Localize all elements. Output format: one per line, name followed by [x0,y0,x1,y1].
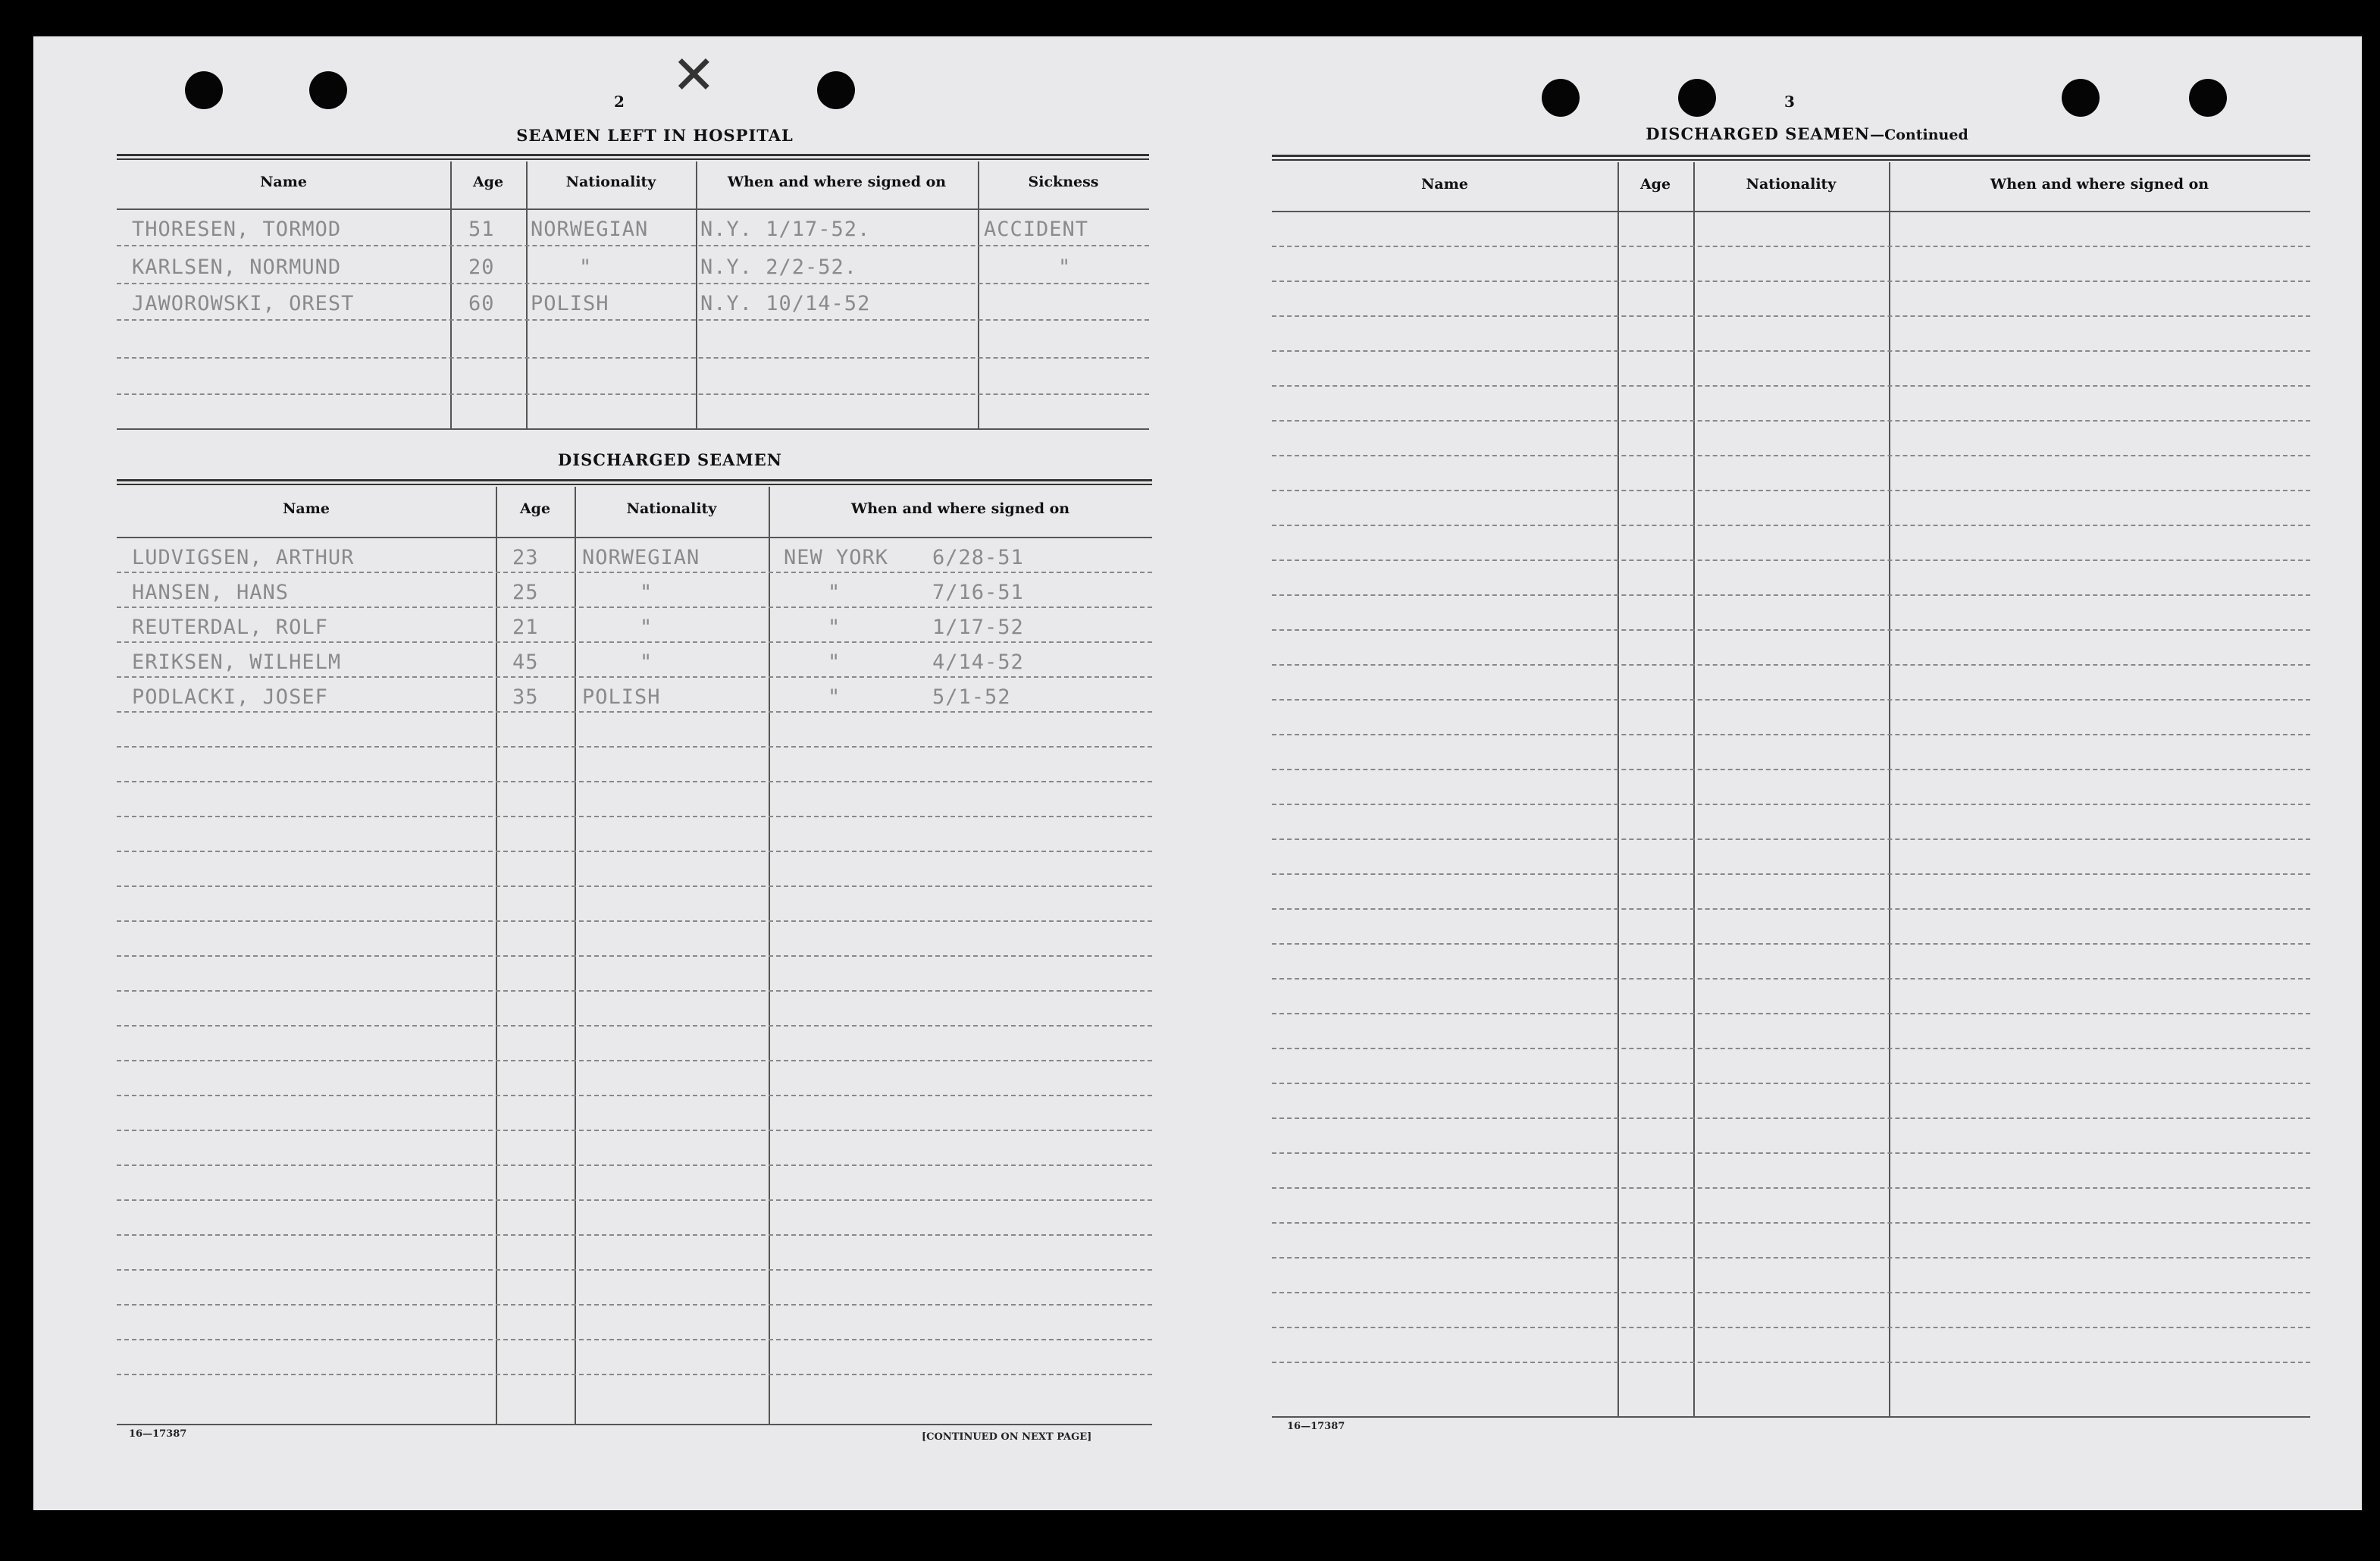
discharged-row-4-place: " [828,685,841,709]
hospital-header-age: Age [472,174,504,190]
discharged-row-0-place: NEW YORK [784,546,889,569]
hospital-header-nationality: Nationality [565,174,656,190]
punch-hole [309,71,347,109]
discharged-row-4-date: 5/1-52 [932,685,1011,709]
right-header-signed-on: When and where signed on [1990,176,2209,193]
discharged-continued-title-main: DISCHARGED SEAMEN [1646,124,1871,143]
discharged-row-3-nationality: " [640,650,653,674]
hospital-row-2-signed-on: N.Y. 10/14-52 [700,292,871,315]
discharged-row-0-date: 6/28-51 [932,546,1024,569]
hospital-row-0-nationality: NORWEGIAN [531,218,649,241]
handwritten-x-mark: ✕ [672,44,716,106]
form-number-left: 16—17387 [129,1428,187,1440]
hospital-row-0-signed-on: N.Y. 1/17-52. [700,218,871,241]
discharged-row-2-age: 21 [512,616,539,639]
punch-hole [2189,79,2227,117]
page-number-left: 2 [614,92,625,111]
discharged-row-0-age: 23 [512,546,539,569]
discharged-row-0-name: LUDVIGSEN, ARTHUR [132,546,355,569]
discharged-row-2-nationality: " [640,616,653,639]
punch-hole [2062,79,2100,117]
discharged-row-0-nationality: NORWEGIAN [582,546,700,569]
hospital-row-1-sickness: " [1058,255,1072,279]
right-header-name: Name [1421,176,1468,193]
hospital-row-2-nationality: POLISH [531,292,609,315]
discharged-row-4-name: PODLACKI, JOSEF [132,685,328,709]
hospital-row-2-age: 60 [468,292,495,315]
discharged-row-1-place: " [828,581,841,604]
hospital-row-1-age: 20 [468,255,495,279]
hospital-header-sickness: Sickness [1028,174,1099,190]
discharged-row-3-name: ERIKSEN, WILHELM [132,650,342,674]
discharged-row-4-age: 35 [512,685,539,709]
discharged-continued-title [1580,124,2034,143]
discharged-row-1-date: 7/16-51 [932,581,1024,604]
hospital-row-1-name: KARLSEN, NORMUND [132,255,342,279]
hospital-row-1-signed-on: N.Y. 2/2-52. [700,255,858,279]
discharged-row-3-age: 45 [512,650,539,674]
discharged-header-age: Age [519,500,551,517]
hospital-row-0-age: 51 [468,218,495,241]
discharged-row-1-name: HANSEN, HANS [132,581,290,604]
discharged-row-2-date: 1/17-52 [932,616,1024,639]
document-sheet [33,36,2362,1510]
hospital-row-0-name: THORESEN, TORMOD [132,218,342,241]
hospital-row-0-sickness: ACCIDENT [984,218,1089,241]
discharged-header-nationality: Nationality [626,500,717,517]
punch-hole [185,71,223,109]
discharged-row-3-place: " [828,650,841,674]
hospital-section-title: SEAMEN LEFT IN HOSPITAL [516,126,794,145]
discharged-table-left [117,479,1152,1457]
discharged-continued-title-suffix: —Continued [1870,127,1968,143]
hospital-header-signed-on: When and where signed on [727,174,947,190]
discharged-row-1-age: 25 [512,581,539,604]
page-number-right: 3 [1784,92,1795,111]
continued-note: [CONTINUED ON NEXT PAGE] [922,1431,1092,1443]
hospital-row-1-nationality: " [579,255,593,279]
discharged-section-title: DISCHARGED SEAMEN [558,450,782,469]
right-header-nationality: Nationality [1746,176,1837,193]
form-number-right: 16—17387 [1287,1421,1345,1432]
hospital-table [117,154,1149,465]
hospital-row-2-name: JAWOROWSKI, OREST [132,292,355,315]
discharged-row-1-nationality: " [640,581,653,604]
discharged-header-name: Name [283,500,330,517]
punch-hole [1678,79,1716,117]
discharged-row-2-name: REUTERDAL, ROLF [132,616,328,639]
discharged-row-2-place: " [828,616,841,639]
right-header-age: Age [1639,176,1671,193]
hospital-header-name: Name [260,174,307,190]
punch-hole [817,71,855,109]
discharged-row-4-nationality: POLISH [582,685,661,709]
discharged-table-right [1272,155,2310,1459]
discharged-row-3-date: 4/14-52 [932,650,1024,674]
discharged-header-signed-on: When and where signed on [850,500,1070,517]
punch-hole [1542,79,1580,117]
